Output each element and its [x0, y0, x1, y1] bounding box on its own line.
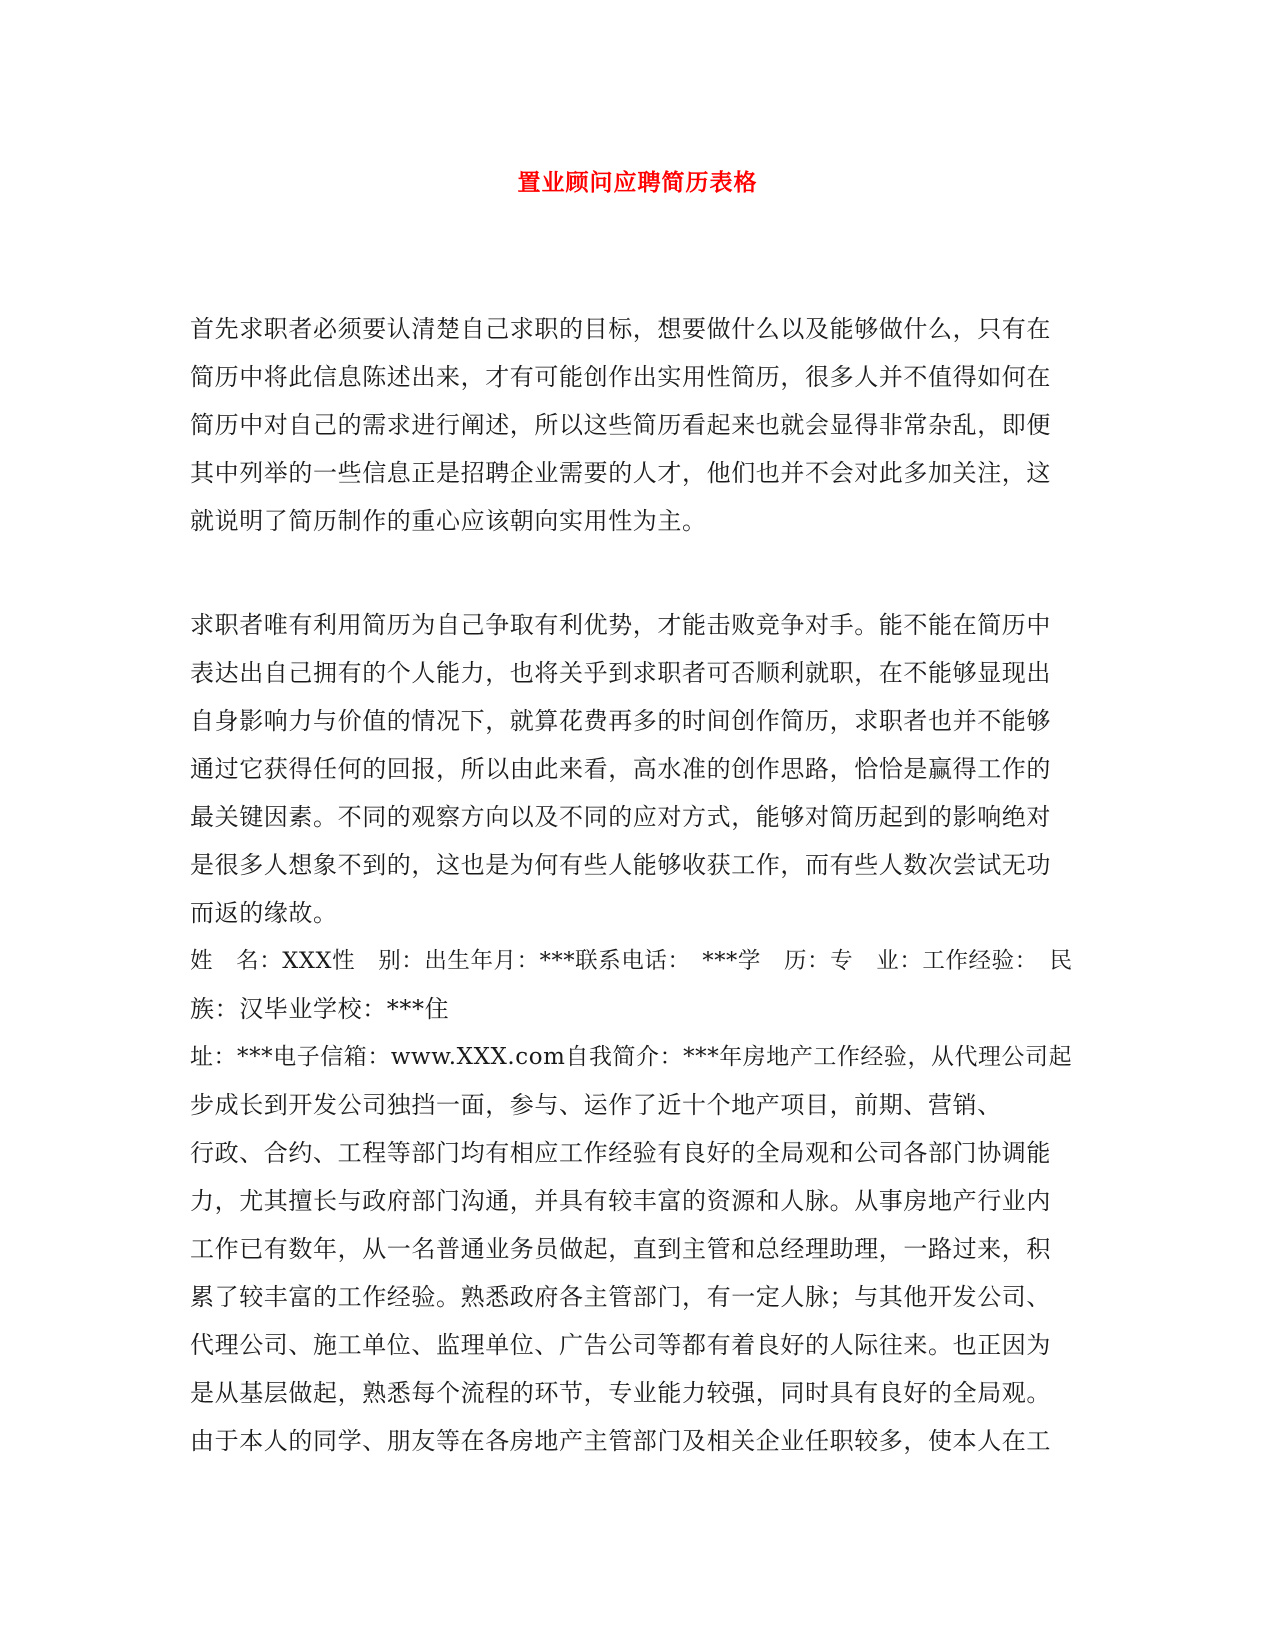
text-line: 力，尤其擅长与政府部门沟通，并具有较丰富的资源和人脉。从事房地产行业内: [190, 1187, 1051, 1215]
text-line: 最关键因素。不同的观察方向以及不同的应对方式，能够对简历起到的影响绝对: [190, 803, 1051, 831]
text-line: 址：***电子信箱：www.XXX.com自我简介：***年房地产工作经验，从代理公司起: [190, 1044, 1073, 1070]
text-line: 简历中将此信息陈述出来，才有可能创作出实用性简历，很多人并不值得如何在: [190, 363, 1051, 391]
text-line: 简历中对自己的需求进行阐述，所以这些简历看起来也就会显得非常杂乱，即便: [190, 411, 1051, 439]
text-line: 代理公司、施工单位、监理单位、广告公司等都有着良好的人际往来。也正因为: [190, 1331, 1051, 1359]
text-line: 姓 名：XXX性 别：出生年月：***联系电话： ***学 历：专 业：工作经验： 民: [190, 948, 1073, 974]
text-line: 自身影响力与价值的情况下，就算花费再多的时间创作简历，求职者也并不能够: [190, 707, 1051, 735]
text-line: 通过它获得任何的回报，所以由此来看，高水准的创作思路，恰恰是赢得工作的: [190, 755, 1051, 783]
text-line: 是很多人想象不到的，这也是为何有些人能够收获工作，而有些人数次尝试无功: [190, 851, 1051, 879]
text-line: 而返的缘故。: [190, 899, 338, 927]
advantage-paragraph: [190, 601, 1080, 937]
text-line: 其中列举的一些信息正是招聘企业需要的人才，他们也并不会对此多加关注，这: [190, 459, 1051, 487]
text-line: 就说明了简历制作的重心应该朝向实用性为主。: [190, 507, 707, 535]
text-line: 表达出自己拥有的个人能力，也将关乎到求职者可否顺利就职，在不能够显现出: [190, 659, 1051, 687]
text-line: 求职者唯有利用简历为自己争取有利优势，才能击败竞争对手。能不能在简历中: [190, 611, 1051, 639]
resume-details-paragraph: [190, 937, 1080, 1465]
text-line: 族：汉毕业学校：***住: [190, 995, 450, 1023]
text-line: 步成长到开发公司独挡一面，参与、运作了近十个地产项目，前期、营销、: [190, 1091, 1002, 1119]
intro-paragraph: [190, 305, 1080, 545]
text-line: 首先求职者必须要认清楚自己求职的目标，想要做什么以及能够做什么，只有在: [190, 315, 1051, 343]
text-line: 工作已有数年，从一名普通业务员做起，直到主管和总经理助理，一路过来，积: [190, 1235, 1051, 1263]
text-line: 累了较丰富的工作经验。熟悉政府各主管部门，有一定人脉；与其他开发公司、: [190, 1283, 1051, 1311]
text-line: 行政、合约、工程等部门均有相应工作经验有良好的全局观和公司各部门协调能: [190, 1139, 1051, 1167]
document-title: 置业顾问应聘简历表格: [517, 170, 758, 196]
text-line: 由于本人的同学、朋友等在各房地产主管部门及相关企业任职较多，使本人在工: [190, 1427, 1051, 1455]
text-line: 是从基层做起，熟悉每个流程的环节，专业能力较强，同时具有良好的全局观。: [190, 1379, 1051, 1407]
